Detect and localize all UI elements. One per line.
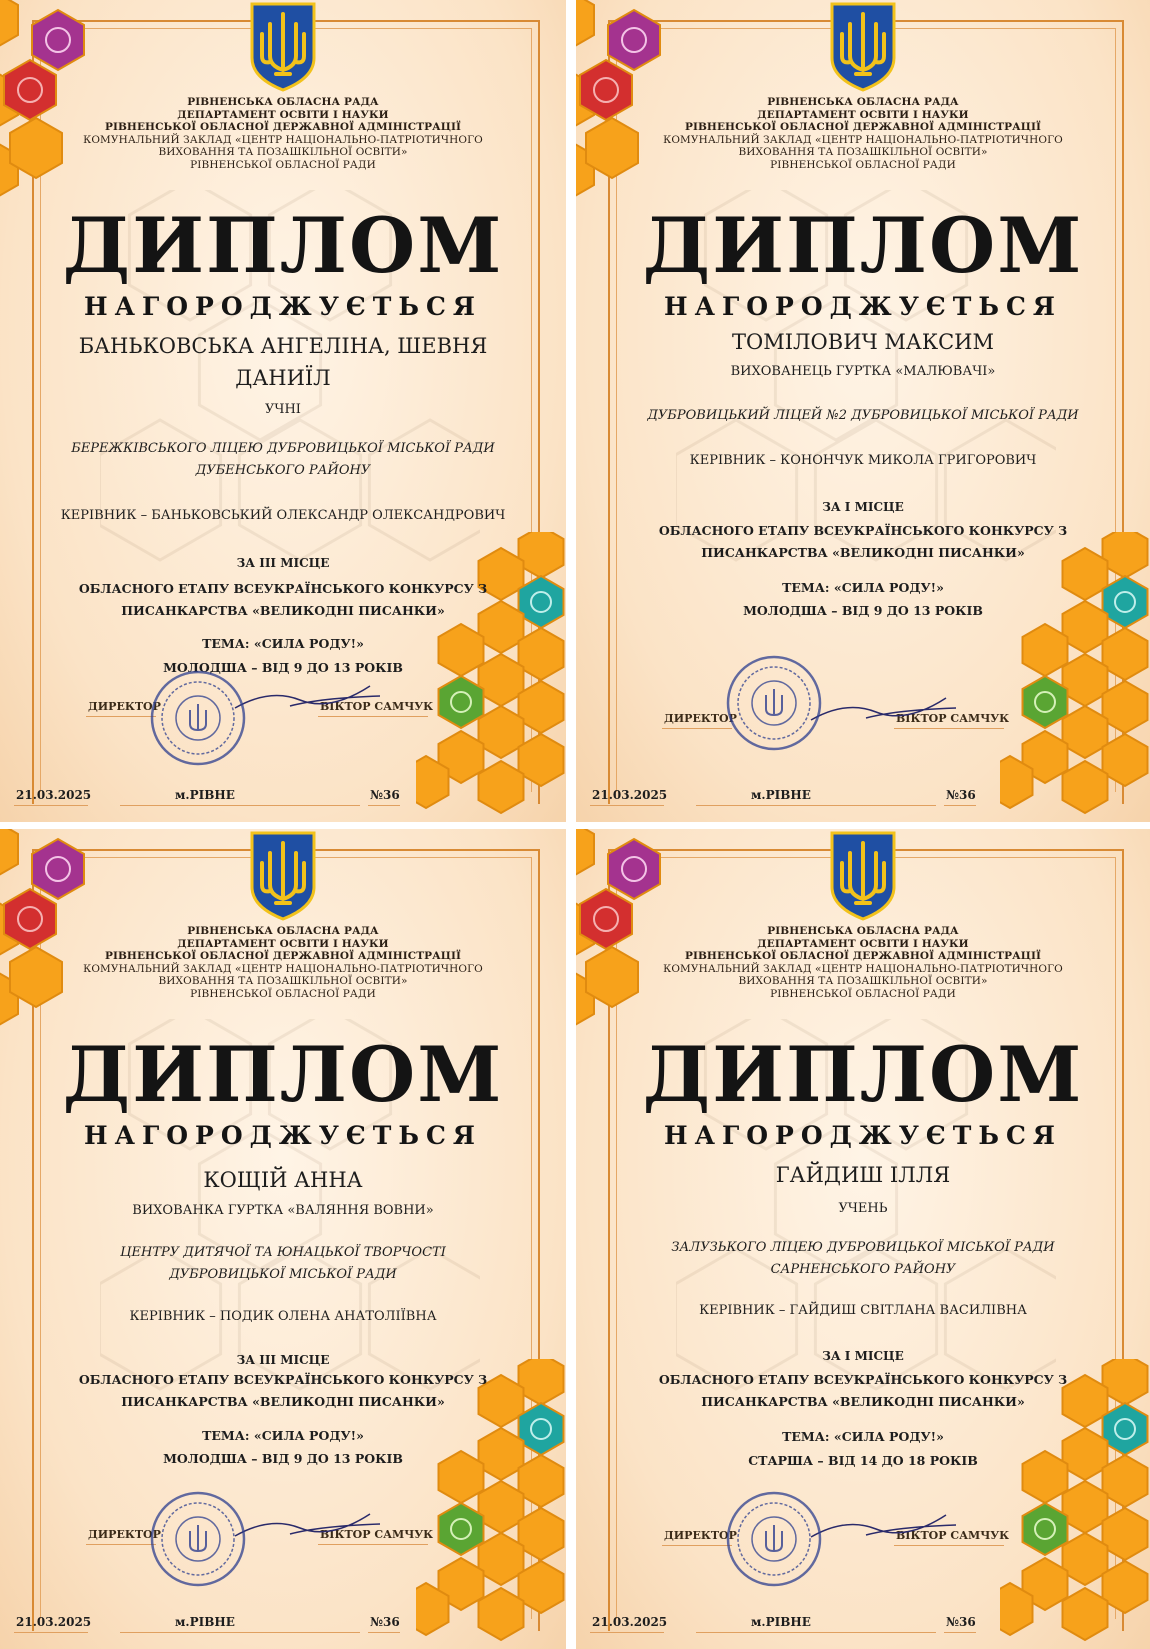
recipient-name-line: КОЩІЙ АННА — [203, 1168, 363, 1192]
director-label: ДИРЕКТОР — [664, 712, 737, 725]
header-line: ДЕПАРТАМЕНТ ОСВІТИ І НАУКИ — [757, 937, 969, 950]
issue-city: м.РІВНЕ — [175, 788, 235, 802]
leader: КЕРІВНИК – КОНОНЧУК МИКОЛА ГРИГОРОВИЧ — [689, 453, 1037, 468]
diploma-4 — [576, 829, 1150, 1649]
header-line: РІВНЕНСЬКА ОБЛАСНА РАДА — [187, 925, 379, 937]
header-line: РІВНЕНСЬКА ОБЛАСНА РАДА — [187, 96, 379, 108]
diploma-number: №36 — [370, 788, 400, 802]
recipient-name-line: ТОМІЛОВИЧ МАКСИМ — [732, 330, 994, 354]
diploma-1 — [0, 0, 566, 822]
signature-line — [86, 716, 156, 717]
director-signature — [230, 678, 390, 718]
coat-of-arms-icon — [248, 829, 318, 921]
official-stamp — [148, 668, 248, 768]
recipient-name — [40, 330, 526, 394]
award-place: ЗА ІІІ МІСЦЕ — [236, 1353, 330, 1367]
header-line: РІВНЕНСЬКОЇ ОБЛАСНОЇ РАДИ — [770, 987, 956, 1000]
award-place: ЗА І МІСЦЕ — [822, 1349, 904, 1363]
header-line: ДЕПАРТАМЕНТ ОСВІТИ І НАУКИ — [177, 937, 389, 950]
header-line: РІВНЕНСЬКОЇ ОБЛАСНОЇ РАДИ — [190, 987, 376, 1000]
competition-line: ПИСАНКАРСТВА «ВЕЛИКОДНІ ПИСАНКИ» — [701, 545, 1025, 560]
institution-line: ДУБРОВИЦЬКОЇ МІСЬКОЇ РАДИ — [169, 1267, 397, 1282]
honeycomb-decoration-bottom-right — [416, 532, 566, 822]
competition-line: ОБЛАСНОГО ЕТАПУ ВСЕУКРАЇНСЬКОГО КОНКУРСУ З — [78, 1372, 488, 1387]
diploma-2 — [576, 0, 1150, 822]
institution — [626, 1237, 1100, 1281]
institution — [50, 1242, 516, 1286]
age-category: СТАРША – ВІД 14 ДО 18 РОКІВ — [748, 1453, 978, 1468]
header-line: КОМУНАЛЬНИЙ ЗАКЛАД «ЦЕНТР НАЦІОНАЛЬНО-ПАТРІОТИЧНОГО — [83, 962, 483, 975]
footer-line — [368, 805, 400, 806]
header-line: КОМУНАЛЬНИЙ ЗАКЛАД «ЦЕНТР НАЦІОНАЛЬНО-ПАТРІОТИЧНОГО — [83, 133, 483, 146]
competition-name — [40, 578, 526, 622]
institution-line: ЦЕНТРУ ДИТЯЧОЇ ТА ЮНАЦЬКОЇ ТВОРЧОСТІ — [120, 1245, 446, 1260]
institution-line: ДУБРОВИЦЬКИЙ ЛІЦЕЙ №2 ДУБРОВИЦЬКОЇ МІСЬКОЇ РАДИ — [647, 408, 1079, 423]
issuer-header — [60, 96, 506, 171]
issue-date: 21.03.2025 — [592, 1615, 668, 1629]
signature-line — [662, 728, 732, 729]
competition-line: ПИСАНКАРСТВА «ВЕЛИКОДНІ ПИСАНКИ» — [121, 603, 445, 618]
director-label: ДИРЕКТОР — [88, 1528, 161, 1541]
institution-line: САРНЕНСЬКОГО РАЙОНУ — [770, 1262, 956, 1277]
footer-line — [696, 805, 936, 806]
recipient-name — [616, 1159, 1110, 1191]
official-stamp — [724, 1489, 824, 1589]
header-line: ВИХОВАННЯ ТА ПОЗАШКІЛЬНОЇ ОСВІТИ» — [738, 975, 988, 987]
header-line: КОМУНАЛЬНИЙ ЗАКЛАД «ЦЕНТР НАЦІОНАЛЬНО-ПАТРІОТИЧНОГО — [663, 962, 1063, 975]
footer-line — [590, 805, 664, 806]
recipient-name — [40, 1164, 526, 1196]
issuer-header — [636, 925, 1090, 1000]
director-name: ВІКТОР САМЧУК — [896, 712, 1010, 725]
recipient-name — [616, 326, 1110, 358]
competition-name — [616, 520, 1110, 564]
leader: КЕРІВНИК – ГАЙДИШ СВІТЛАНА ВАСИЛІВНА — [699, 1303, 1027, 1318]
age-category: МОЛОДША – ВІД 9 ДО 13 РОКІВ — [163, 1451, 403, 1466]
header-line: РІВНЕНСЬКОЇ ОБЛАСНОЇ ДЕРЖАВНОЇ АДМІНІСТРАЦІЇ — [684, 121, 1042, 133]
recipient-name-line: БАНЬКОВСЬКА АНГЕЛІНА, ШЕВНЯ — [78, 334, 488, 358]
header-line: РІВНЕНСЬКОЇ ОБЛАСНОЇ РАДИ — [770, 158, 956, 171]
theme: ТЕМА: «СИЛА РОДУ!» — [782, 1429, 944, 1444]
coat-of-arms-icon — [248, 0, 318, 92]
footer-line — [14, 805, 88, 806]
issue-city: м.РІВНЕ — [751, 1615, 811, 1629]
header-line: ВИХОВАННЯ ТА ПОЗАШКІЛЬНОЇ ОСВІТИ» — [158, 975, 408, 987]
footer-line — [14, 1632, 88, 1633]
theme: ТЕМА: «СИЛА РОДУ!» — [202, 636, 364, 651]
recipient-role: УЧНІ — [265, 402, 301, 417]
header-line: РІВНЕНСЬКА ОБЛАСНА РАДА — [767, 96, 959, 108]
footer-line — [944, 805, 976, 806]
coat-of-arms-icon — [828, 829, 898, 921]
diploma-number: №36 — [946, 788, 976, 802]
diploma-title: ДИПЛОМ — [62, 1030, 504, 1119]
awarded-heading: НАГОРОДЖУЄТЬСЯ — [664, 292, 1062, 321]
leader: КЕРІВНИК – БАНЬКОВСЬКИЙ ОЛЕКСАНДР ОЛЕКСАНДРОВИЧ — [60, 508, 506, 523]
awarded-heading: НАГОРОДЖУЄТЬСЯ — [84, 292, 482, 321]
footer-line — [944, 1632, 976, 1633]
diploma-title: ДИПЛОМ — [642, 201, 1084, 290]
diploma-number: №36 — [946, 1615, 976, 1629]
issuer-header — [636, 96, 1090, 171]
institution-line: ЗАЛУЗЬКОГО ЛІЦЕЮ ДУБРОВИЦЬКОЇ МІСЬКОЇ РАДИ — [671, 1240, 1055, 1255]
official-stamp — [148, 1489, 248, 1589]
signature-line — [662, 1545, 732, 1546]
leader: КЕРІВНИК – ПОДИК ОЛЕНА АНАТОЛІЇВНА — [129, 1309, 437, 1324]
awarded-heading: НАГОРОДЖУЄТЬСЯ — [664, 1121, 1062, 1150]
header-line: ДЕПАРТАМЕНТ ОСВІТИ І НАУКИ — [177, 108, 389, 121]
official-stamp — [724, 653, 824, 753]
issue-city: м.РІВНЕ — [175, 1615, 235, 1629]
director-label: ДИРЕКТОР — [664, 1529, 737, 1542]
header-line: КОМУНАЛЬНИЙ ЗАКЛАД «ЦЕНТР НАЦІОНАЛЬНО-ПАТРІОТИЧНОГО — [663, 133, 1063, 146]
header-line: РІВНЕНСЬКОЇ ОБЛАСНОЇ ДЕРЖАВНОЇ АДМІНІСТРАЦІЇ — [684, 950, 1042, 962]
footer-line — [696, 1632, 936, 1633]
director-name: ВІКТОР САМЧУК — [896, 1529, 1010, 1542]
recipient-role: ВИХОВАНЕЦЬ ГУРТКА «МАЛЮВАЧІ» — [730, 364, 996, 379]
competition-line: ПИСАНКАРСТВА «ВЕЛИКОДНІ ПИСАНКИ» — [121, 1394, 445, 1409]
recipient-role: ВИХОВАНКА ГУРТКА «ВАЛЯННЯ ВОВНИ» — [132, 1203, 434, 1218]
header-line: РІВНЕНСЬКОЇ ОБЛАСНОЇ ДЕРЖАВНОЇ АДМІНІСТРАЦІЇ — [104, 950, 462, 962]
director-name: ВІКТОР САМЧУК — [320, 700, 434, 713]
diploma-3 — [0, 829, 566, 1649]
issue-city: м.РІВНЕ — [751, 788, 811, 802]
honeycomb-decoration-bottom-right — [1000, 532, 1150, 822]
institution — [626, 405, 1100, 427]
footer-line — [368, 1632, 400, 1633]
competition-name — [616, 1369, 1110, 1413]
diploma-title: ДИПЛОМ — [642, 1030, 1084, 1119]
award-place: ЗА ІІІ МІСЦЕ — [236, 556, 330, 570]
coat-of-arms-icon — [828, 0, 898, 92]
theme: ТЕМА: «СИЛА РОДУ!» — [202, 1428, 364, 1443]
issue-date: 21.03.2025 — [16, 788, 92, 802]
director-signature — [806, 690, 966, 730]
issuer-header — [60, 925, 506, 1000]
header-line: ВИХОВАННЯ ТА ПОЗАШКІЛЬНОЇ ОСВІТИ» — [158, 146, 408, 158]
theme: ТЕМА: «СИЛА РОДУ!» — [782, 580, 944, 595]
institution — [50, 438, 516, 482]
recipient-role: УЧЕНЬ — [838, 1201, 888, 1216]
awarded-heading: НАГОРОДЖУЄТЬСЯ — [84, 1121, 482, 1150]
institution-line: ДУБЕНСЬКОГО РАЙОНУ — [195, 463, 371, 478]
award-place: ЗА І МІСЦЕ — [822, 500, 904, 514]
header-line: ВИХОВАННЯ ТА ПОЗАШКІЛЬНОЇ ОСВІТИ» — [738, 146, 988, 158]
header-line: РІВНЕНСЬКА ОБЛАСНА РАДА — [767, 925, 959, 937]
header-line: РІВНЕНСЬКОЇ ОБЛАСНОЇ ДЕРЖАВНОЇ АДМІНІСТРАЦІЇ — [104, 121, 462, 133]
director-name: ВІКТОР САМЧУК — [320, 1528, 434, 1541]
signature-line — [86, 1544, 156, 1545]
director-signature — [806, 1507, 966, 1547]
recipient-name-line: ДАНИЇЛ — [235, 366, 331, 390]
issue-date: 21.03.2025 — [16, 1615, 92, 1629]
director-label: ДИРЕКТОР — [88, 700, 161, 713]
competition-line: ПИСАНКАРСТВА «ВЕЛИКОДНІ ПИСАНКИ» — [701, 1394, 1025, 1409]
competition-line: ОБЛАСНОГО ЕТАПУ ВСЕУКРАЇНСЬКОГО КОНКУРСУ З — [658, 523, 1068, 538]
institution-line: БЕРЕЖКІВСЬКОГО ЛІЦЕЮ ДУБРОВИЦЬКОЇ МІСЬКОЇ РАДИ — [71, 441, 495, 456]
header-line: ДЕПАРТАМЕНТ ОСВІТИ І НАУКИ — [757, 108, 969, 121]
competition-line: ОБЛАСНОГО ЕТАПУ ВСЕУКРАЇНСЬКОГО КОНКУРСУ З — [658, 1372, 1068, 1387]
footer-line — [120, 805, 360, 806]
competition-line: ОБЛАСНОГО ЕТАПУ ВСЕУКРАЇНСЬКОГО КОНКУРСУ З — [78, 581, 488, 596]
diploma-number: №36 — [370, 1615, 400, 1629]
diploma-title: ДИПЛОМ — [62, 201, 504, 290]
competition-name — [40, 1369, 526, 1413]
age-category: МОЛОДША – ВІД 9 ДО 13 РОКІВ — [743, 603, 983, 618]
recipient-name-line: ГАЙДИШ ІЛЛЯ — [775, 1163, 951, 1187]
footer-line — [590, 1632, 664, 1633]
footer-line — [120, 1632, 360, 1633]
issue-date: 21.03.2025 — [592, 788, 668, 802]
director-signature — [230, 1506, 390, 1546]
header-line: РІВНЕНСЬКОЇ ОБЛАСНОЇ РАДИ — [190, 158, 376, 171]
age-category: МОЛОДША – ВІД 9 ДО 13 РОКІВ — [163, 660, 403, 675]
